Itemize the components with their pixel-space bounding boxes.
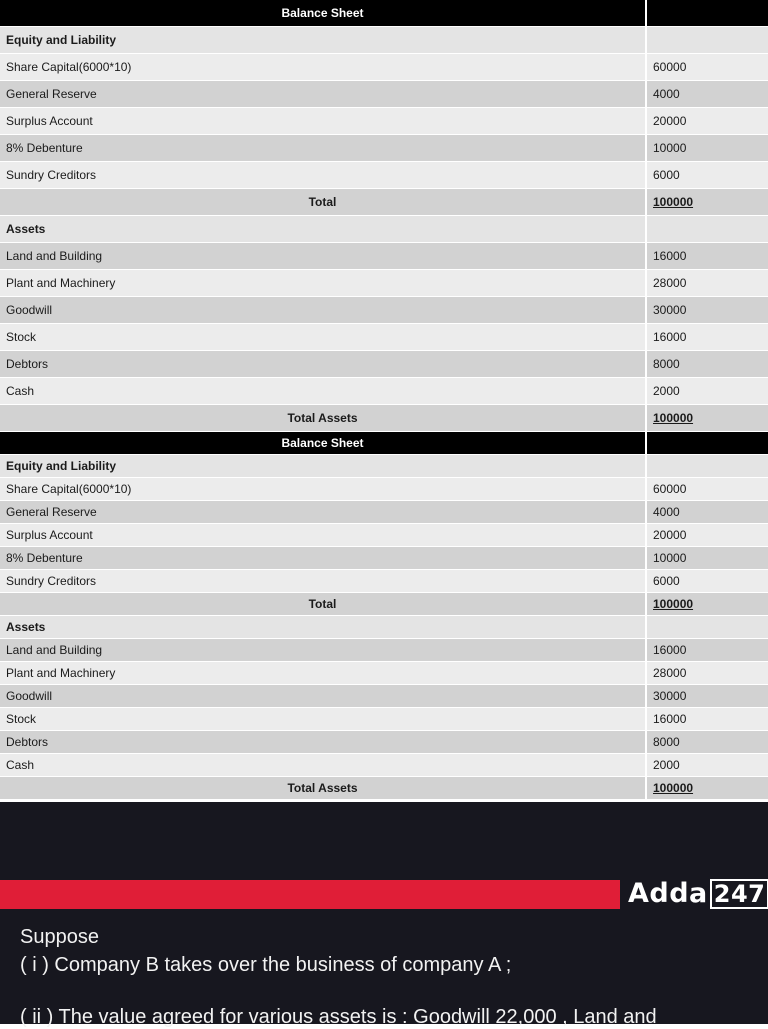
row-value: 20000 bbox=[646, 524, 768, 547]
section-heading-row bbox=[0, 616, 768, 639]
logo-boxed-number: 247 bbox=[710, 879, 768, 909]
total-label: Total bbox=[0, 189, 646, 216]
row-value: 6000 bbox=[646, 162, 768, 189]
total-assets-label: Total Assets bbox=[0, 405, 646, 432]
row-value: 16000 bbox=[646, 243, 768, 270]
row-value: 2000 bbox=[646, 378, 768, 405]
sheet-title: Balance Sheet bbox=[0, 432, 646, 455]
table-row bbox=[0, 243, 768, 270]
row-value: 30000 bbox=[646, 685, 768, 708]
row-value: 4000 bbox=[646, 81, 768, 108]
assets-heading: Assets bbox=[0, 216, 646, 243]
row-value: 28000 bbox=[646, 270, 768, 297]
total-label: Total bbox=[0, 593, 646, 616]
row-value: 6000 bbox=[646, 570, 768, 593]
row-label: Land and Building bbox=[0, 243, 646, 270]
row-label: Debtors bbox=[0, 351, 646, 378]
row-label: Sundry Creditors bbox=[0, 570, 646, 593]
row-value: 30000 bbox=[646, 297, 768, 324]
table-row bbox=[0, 54, 768, 81]
row-label: Share Capital(6000*10) bbox=[0, 54, 646, 81]
table-row bbox=[0, 351, 768, 378]
row-label: Surplus Account bbox=[0, 108, 646, 135]
table-row bbox=[0, 81, 768, 108]
balance-sheet-1 bbox=[0, 0, 768, 432]
row-value: 28000 bbox=[646, 662, 768, 685]
sheet-header-row bbox=[0, 0, 768, 27]
sheet-header-blank bbox=[646, 0, 768, 27]
total-assets-row bbox=[0, 777, 768, 800]
row-value: 10000 bbox=[646, 547, 768, 570]
slide-footer bbox=[0, 802, 768, 1028]
sheet-title: Balance Sheet bbox=[0, 0, 646, 27]
sheet-header-row bbox=[0, 432, 768, 455]
table-row bbox=[0, 162, 768, 189]
row-label: Plant and Machinery bbox=[0, 270, 646, 297]
row-value: 16000 bbox=[646, 324, 768, 351]
row-label: Stock bbox=[0, 324, 646, 351]
row-label: General Reserve bbox=[0, 81, 646, 108]
row-value: 2000 bbox=[646, 754, 768, 777]
row-label: Sundry Creditors bbox=[0, 162, 646, 189]
equity-heading: Equity and Liability bbox=[0, 455, 646, 478]
table-row bbox=[0, 547, 768, 570]
total-value: 100000 bbox=[646, 593, 768, 616]
row-value: 8000 bbox=[646, 351, 768, 378]
question-line-1: Suppose bbox=[20, 926, 99, 948]
row-label: Debtors bbox=[0, 731, 646, 754]
row-value: 16000 bbox=[646, 708, 768, 731]
assets-heading: Assets bbox=[0, 616, 646, 639]
row-label: Land and Building bbox=[0, 639, 646, 662]
total-assets-value: 100000 bbox=[646, 777, 768, 800]
table-row bbox=[0, 662, 768, 685]
table-row bbox=[0, 754, 768, 777]
table-row bbox=[0, 297, 768, 324]
row-label: Goodwill bbox=[0, 685, 646, 708]
row-label: Stock bbox=[0, 708, 646, 731]
row-label: Cash bbox=[0, 754, 646, 777]
row-label: Goodwill bbox=[0, 297, 646, 324]
row-label: Share Capital(6000*10) bbox=[0, 478, 646, 501]
row-label: Plant and Machinery bbox=[0, 662, 646, 685]
section-heading-row bbox=[0, 27, 768, 54]
red-banner-bar bbox=[0, 880, 620, 909]
row-label: 8% Debenture bbox=[0, 135, 646, 162]
row-label: Surplus Account bbox=[0, 524, 646, 547]
table-row bbox=[0, 324, 768, 351]
balance-sheet-2 bbox=[0, 432, 768, 800]
row-value: 60000 bbox=[646, 478, 768, 501]
row-value: 10000 bbox=[646, 135, 768, 162]
question-line-2: ( i ) Company B takes over the business of company A ; bbox=[20, 954, 512, 976]
row-value: 8000 bbox=[646, 731, 768, 754]
table-row bbox=[0, 685, 768, 708]
total-assets-label: Total Assets bbox=[0, 777, 646, 800]
row-value: 16000 bbox=[646, 639, 768, 662]
row-label: 8% Debenture bbox=[0, 547, 646, 570]
table-row bbox=[0, 570, 768, 593]
table-row bbox=[0, 108, 768, 135]
total-row bbox=[0, 189, 768, 216]
logo-text: Adda bbox=[628, 878, 708, 909]
row-value: 4000 bbox=[646, 501, 768, 524]
section-heading-row bbox=[0, 455, 768, 478]
row-label: General Reserve bbox=[0, 501, 646, 524]
total-value: 100000 bbox=[646, 189, 768, 216]
table-row bbox=[0, 524, 768, 547]
section-heading-row bbox=[0, 216, 768, 243]
table-row bbox=[0, 378, 768, 405]
total-assets-row bbox=[0, 405, 768, 432]
table-row bbox=[0, 270, 768, 297]
table-row bbox=[0, 708, 768, 731]
table-row bbox=[0, 639, 768, 662]
total-row bbox=[0, 593, 768, 616]
table-row bbox=[0, 135, 768, 162]
row-value: 20000 bbox=[646, 108, 768, 135]
table-row bbox=[0, 731, 768, 754]
adda247-logo bbox=[628, 878, 768, 909]
total-assets-value: 100000 bbox=[646, 405, 768, 432]
equity-heading: Equity and Liability bbox=[0, 27, 646, 54]
table-row bbox=[0, 501, 768, 524]
question-line-3: ( ii ) The value agreed for various assets is : Goodwill 22,000 , Land and bbox=[20, 1006, 657, 1028]
row-label: Cash bbox=[0, 378, 646, 405]
table-row bbox=[0, 478, 768, 501]
sheet-header-blank bbox=[646, 432, 768, 455]
row-value: 60000 bbox=[646, 54, 768, 81]
